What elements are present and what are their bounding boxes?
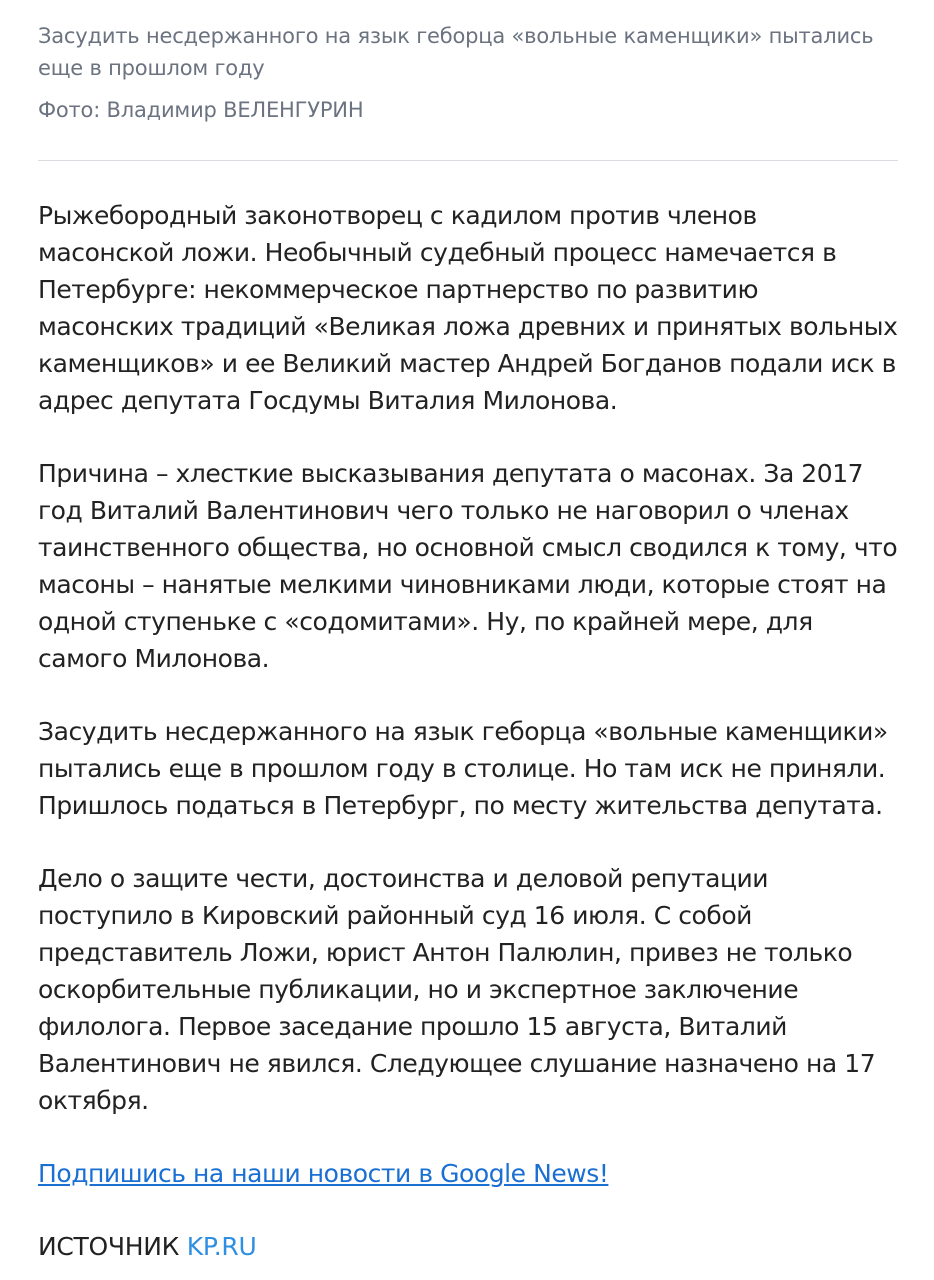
article-paragraph: Засудить несдержанного на язык геборца «вольные каменщики» пытались еще в прошлом году в столице. Но там иск не приняли. Пришлось податься в Петербург, по месту жительства депутата. <box>38 717 888 820</box>
photo-caption: Засудить несдержанного на язык геборца «вольные каменщики» пытались еще в прошлом году <box>38 24 874 80</box>
divider <box>38 160 898 161</box>
source-line <box>38 1228 898 1265</box>
article-paragraph: Причина – хлесткие высказывания депутата о масонах. За 2017 год Виталий Валентинович чего только не наговорил о членах таинственного общества, но основной смысл сводился к тому, что масоны – нанятые мелкими чиновниками люди, которые стоят на одной ступеньке с «содомитами». Ну, по крайней мере, для самого Милонова. <box>38 459 898 673</box>
article-paragraph: Дело о защите чести, достоинства и деловой репутации поступило в Кировский районный суд 16 июля. С собой представитель Ложи, юрист Антон Палюлин, привез не только оскорбительные публикации, но и экспертное заключение филолога. Первое заседание прошло 15 августа, Виталий Валентинович не явился. Следующее слушание назначено на 17 октября. <box>38 864 876 1115</box>
article-body <box>38 197 898 1192</box>
source-label: ИСТОЧНИК <box>38 1232 180 1261</box>
article-paragraph: Рыжебородный законотворец с кадилом против членов масонской ложи. Необычный судебный процесс намечается в Петербурге: некоммерческое партнерство по развитию масонских традиций «Великая ложа древних и принятых вольных каменщиков» и ее Великий мастер Андрей Богданов подали иск в адрес депутата Госдумы Виталия Милонова. <box>38 201 898 415</box>
google-news-subscribe-link[interactable]: Подпишись на наши новости в Google News! <box>38 1159 609 1188</box>
source-site-link[interactable]: KP.RU <box>186 1232 257 1261</box>
article-page <box>38 20 898 1265</box>
photo-credit: Фото: Владимир ВЕЛЕНГУРИН <box>38 98 364 122</box>
